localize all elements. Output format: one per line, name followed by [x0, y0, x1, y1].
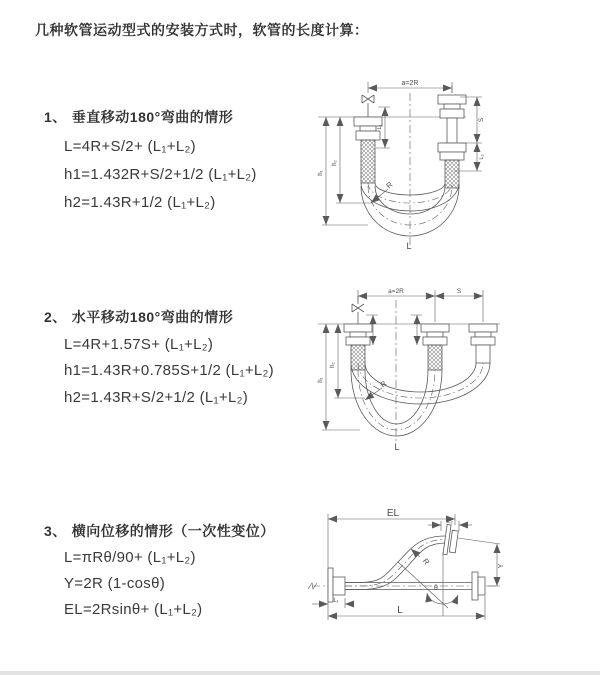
dim-label-h1: h₁	[318, 170, 324, 176]
lateral-displacement-diagram	[300, 498, 600, 658]
dim-label-el: EL	[386, 508, 400, 519]
dim-label-l: L	[397, 605, 403, 616]
formula-line: EL=2Rsinθ+ (L₁+L₂)	[64, 601, 203, 618]
length-label: L	[406, 241, 412, 251]
formula-line: L=4R+S/2+ (L₁+L₂)	[64, 138, 196, 155]
section-1-heading	[44, 107, 233, 127]
formula-line: h1=1.43R+0.785S+1/2 (L₁+L₂)	[64, 362, 274, 379]
dim-label-s: S	[456, 288, 462, 295]
section-2-heading	[44, 307, 233, 327]
formula-line: h2=1.43R+1/2 (L₁+L₂)	[64, 194, 216, 211]
formula-line: h2=1.43R+S/2+1/2 (L₁+L₂)	[64, 389, 249, 406]
horizontal-180-bend-diagram	[310, 280, 600, 455]
dim-label-l1: L₁	[377, 124, 383, 130]
section-2-title: 水平移动180°弯曲的情形	[71, 309, 234, 325]
section-1-number: 1、	[44, 109, 67, 125]
page-bottom-edge	[0, 671, 600, 675]
radius-label: R	[420, 556, 432, 567]
length-label: L	[394, 442, 400, 452]
dim-label-l1: L₁	[333, 598, 339, 604]
dim-label-a2r: a=2R	[388, 288, 404, 295]
dim-label-h2: h₂	[332, 160, 338, 166]
formula-line: Y=2R (1-cosθ)	[64, 575, 166, 592]
dim-label-l2: L₂	[447, 519, 453, 525]
dim-label-a2r: a=2R	[401, 80, 419, 87]
dim-label-l2: L₂	[479, 154, 485, 160]
formula-line: L=πRθ/90+ (L₁+L₂)	[64, 549, 196, 566]
formula-line: L=4R+1.57S+ (L₁+L₂)	[64, 336, 214, 353]
section-3-title: 横向位移的情形（一次性变位）	[71, 523, 275, 539]
dim-label-h2: h₂	[330, 362, 336, 368]
dim-label-y: Y	[498, 563, 505, 569]
page-title: 几种软管运动型式的安装方式时，软管的长度计算：	[35, 22, 369, 38]
dim-label-s: S	[478, 117, 485, 123]
section-1-title: 垂直移动180°弯曲的情形	[71, 109, 234, 125]
radius-label: R	[384, 179, 395, 191]
section-2-number: 2、	[44, 309, 67, 325]
dim-label-h1: h₁	[318, 377, 324, 383]
section-3-number: 3、	[44, 523, 67, 539]
vertical-180-bend-diagram	[310, 73, 600, 258]
radius-label: R	[378, 378, 389, 390]
angle-label: θ	[434, 585, 438, 592]
formula-line: h1=1.432R+S/2+1/2 (L₁+L₂)	[64, 166, 257, 183]
section-3-heading	[44, 521, 275, 541]
